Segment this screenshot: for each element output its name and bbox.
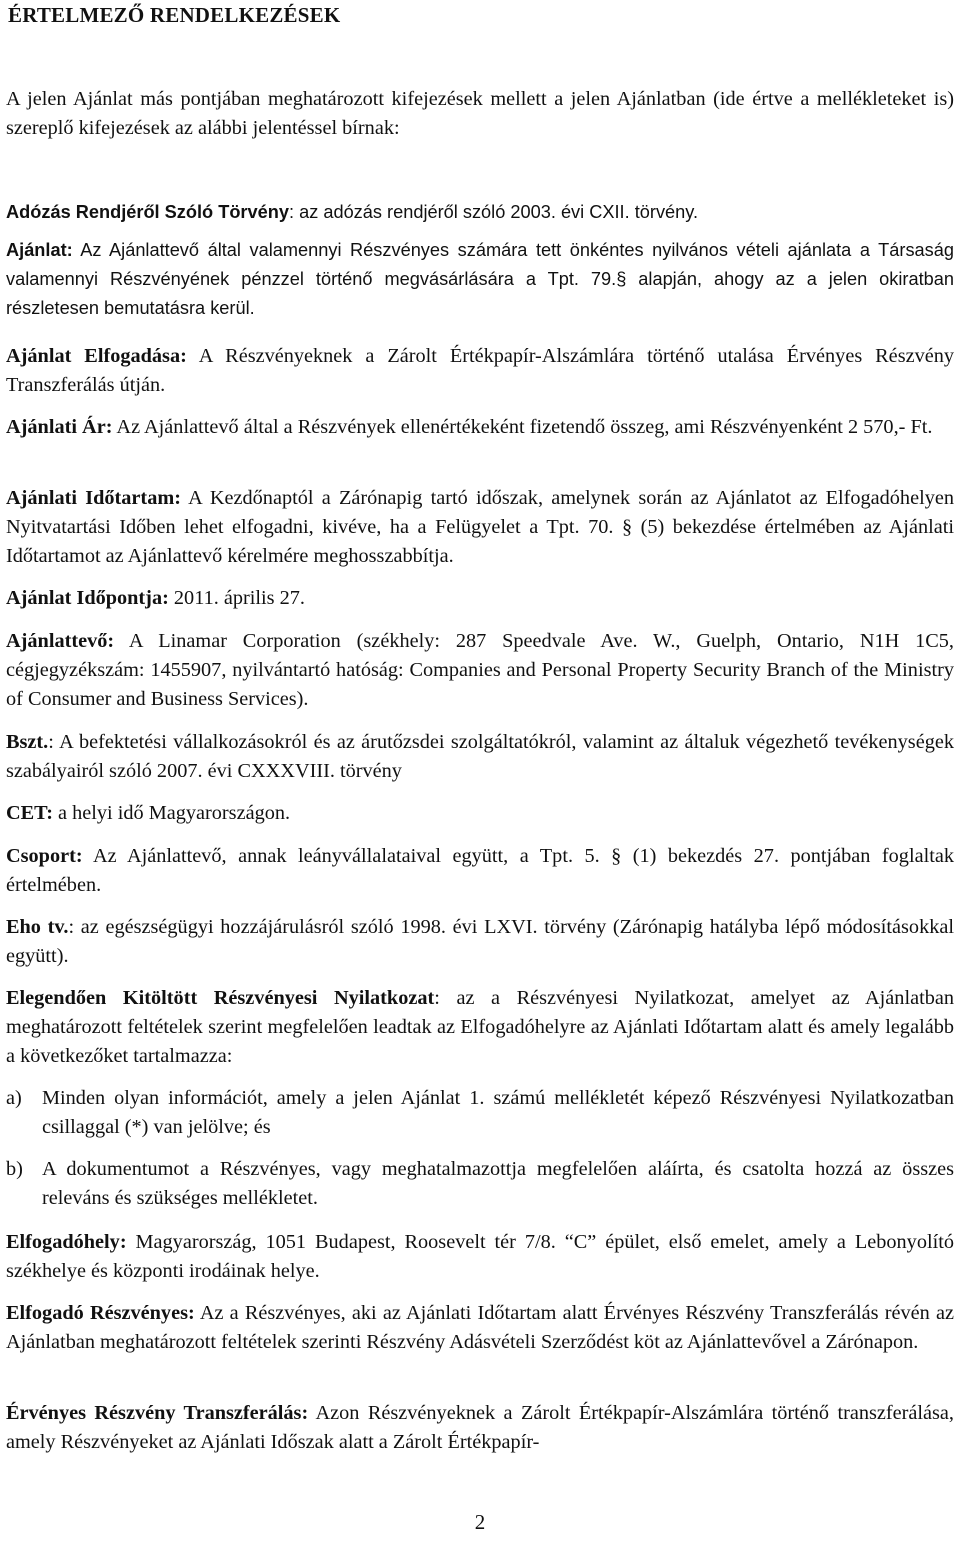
definition-text: Az Ajánlattevő, annak leányvállalataival együtt, a Tpt. 5. § (1) bekezdés 27. pontjában foglaltak értelmében.: [6, 845, 954, 896]
list-marker: b): [6, 1158, 23, 1180]
definition-elegendoen-kitoltott: [6, 984, 954, 1071]
definition-ajanlattevo: [6, 627, 954, 714]
definition-csoport: [6, 842, 954, 900]
definition-term: Ajánlati Ár:: [6, 416, 113, 438]
definition-ajanlati-idotartam: [6, 484, 954, 571]
definition-term: Csoport:: [6, 845, 83, 867]
definition-text: A Részvényeknek a Zárolt Értékpapír-Alszámlára történő utalása Érvényes Részvény Transzferálás útján.: [6, 345, 955, 396]
list-item: [6, 1155, 954, 1213]
list-item-text: A dokumentumot a Részvényes, vagy meghatalmazottja megfelelően aláírta, és csatolta hozzá az összes releváns és szükséges mellékletet.: [42, 1158, 954, 1209]
definition-term: Ajánlat:: [6, 240, 73, 260]
definition-cet: [6, 799, 954, 828]
definition-term: Bszt.: [6, 731, 49, 753]
definition-term: CET:: [6, 802, 53, 824]
definition-text: A Linamar Corporation (székhely: 287 Speedvale Ave. W., Guelph, Ontario, N1H 1C5, cégjegyzékszám: 1455907, nyilvántartó hatóság: Companies and Personal Property Security Branch of the Ministry of Consumer and Business Services).: [6, 630, 954, 710]
definition-text: Az Ajánlattevő által valamennyi Részvényes számára tett önkéntes nyilvános vételi ajánlata a Társaság valamennyi Részvényének pénzzel történő megvásárlására a Tpt. 79.§ alapján, ahogy az a jelen okiratban részletesen bemutatásra kerül.: [6, 240, 954, 318]
definition-adozas: [6, 198, 954, 227]
definition-ervenyes-transzferalas: [6, 1399, 954, 1457]
definition-text: : A befektetési vállalkozásokról és az árutőzsdei szolgáltatókról, valamint az általuk végezhető tevékenységek szabályairól szóló 2007. évi CXXXVIII. törvény: [6, 731, 954, 782]
definition-text: : az egészségügyi hozzájárulásról szóló 1998. évi LXVI. törvény (Zárónapig hatályba lépő módosításokkal együtt).: [6, 916, 954, 967]
definition-term: Adózás Rendjéről Szóló Törvény: [6, 202, 289, 222]
definition-elfogadohely: [6, 1228, 954, 1286]
definition-term: Ajánlat Elfogadása:: [6, 345, 187, 367]
intro-paragraph: A jelen Ajánlat más pontjában meghatározott kifejezések mellett a jelen Ajánlatban (ide értve a mellékleteket is) szereplő kifejezések az alábbi jelentéssel bírnak:: [6, 88, 954, 139]
list-item: [6, 1084, 954, 1142]
page-heading: ÉRTELMEZŐ RENDELKEZÉSEK: [8, 3, 341, 27]
definition-ajanlati-ar: [6, 413, 954, 442]
definition-elfogado-reszvenyes: [6, 1299, 954, 1357]
definition-text: A Kezdőnaptól a Zárónapig tartó időszak, amelynek során az Ajánlatot az Elfogadóhelyen Nyitvatartási Időben lehet elfogadni, kivéve, ha a Felügyelet a Tpt. 70. § (5) bekezdése értelmében az Ajánlati Időtartamot az Ajánlattevő kérelmére meghosszabbítja.: [6, 487, 954, 567]
definition-ajanlat-idopontja: [6, 584, 954, 613]
definition-bszt: [6, 728, 954, 786]
definition-term: Eho tv.: [6, 916, 69, 938]
definition-term: Ajánlat Időpontja:: [6, 587, 169, 609]
definition-ajanlat-elfogadasa: [6, 342, 954, 400]
list-item-text: Minden olyan információt, amely a jelen Ajánlat 1. számú mellékletét képező Részvényesi Nyilatkozatban csillaggal (*) van jelölve; és: [42, 1087, 954, 1138]
definition-term: Ajánlattevő:: [6, 630, 115, 652]
definition-text: Az Ajánlattevő által a Részvények ellenértékeként fizetendő összeg, ami Részvényenként 2 570,- Ft.: [112, 416, 933, 438]
definition-text: : az adózás rendjéről szóló 2003. évi CXII. törvény.: [288, 202, 699, 222]
definition-text: Az a Részvényes, aki az Ajánlati Időtartam alatt Érvényes Részvény Transzferálás révén az Ajánlatban meghatározott feltételek szerinti Részvény Adásvételi Szerződést köt az Ajánlattevővel a Zárónapon.: [6, 1302, 955, 1353]
definition-term: Elfogadóhely:: [6, 1231, 127, 1253]
definition-text: Azon Részvényeknek a Zárolt Értékpapír-Alszámlára történő transzferálása, amely Részvényeket az Ajánlati Időszak alatt a Zárolt Értékpapír-: [6, 1402, 955, 1453]
definition-text: Magyarország, 1051 Budapest, Roosevelt tér 7/8. “C” épület, első emelet, amely a Lebonyolító székhelye és központi irodáinak helye.: [6, 1231, 954, 1282]
definition-eho: [6, 913, 954, 971]
definition-term: Elfogadó Részvényes:: [6, 1302, 195, 1324]
page-number: 2: [474, 1510, 486, 1534]
definition-term: Érvényes Részvény Transzferálás:: [6, 1402, 309, 1424]
list-marker: a): [6, 1087, 22, 1109]
definition-text: 2011. április 27.: [168, 587, 305, 609]
definition-term: Elegendően Kitöltött Részvényesi Nyilatkozat: [6, 987, 435, 1009]
definition-text: : az a Részvényesi Nyilatkozat, amelyet az Ajánlatban meghatározott feltételek szerint megfelelően leadtak az Elfogadóhelyre az Ajánlati Időtartam alatt és amely legalább a következőket tartalmazza:: [6, 987, 954, 1067]
definition-term: Ajánlati Időtartam:: [6, 487, 181, 509]
definition-text: a helyi idő Magyarországon.: [52, 802, 291, 824]
definition-ajanlat: [6, 236, 954, 323]
